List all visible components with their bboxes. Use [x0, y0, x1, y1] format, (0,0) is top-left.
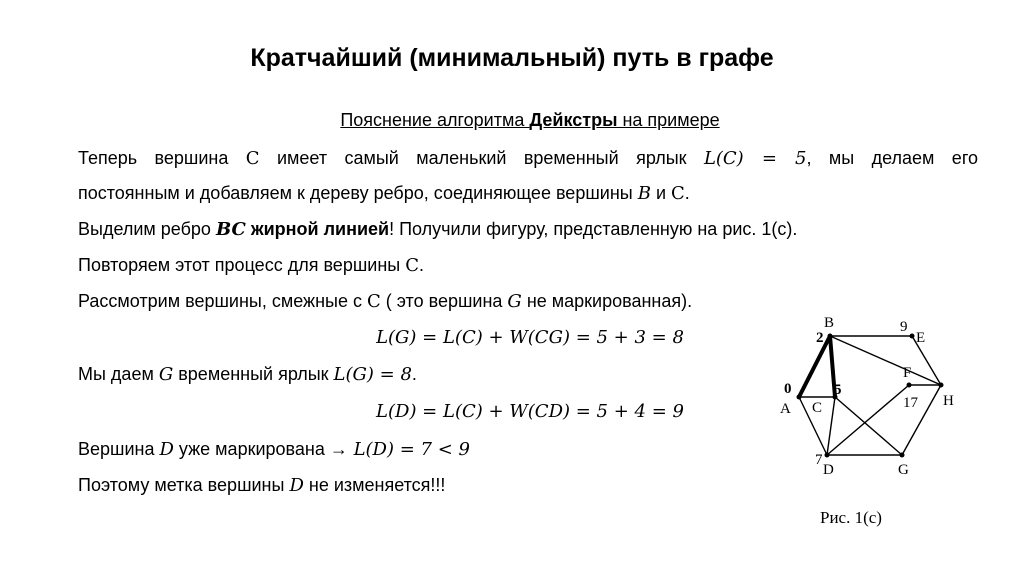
distance-label-b: 2	[816, 330, 824, 346]
vertex-d-dot	[825, 453, 830, 458]
equation-lg: L(G) = L(C) + W(CG) = 5 + 3 = 8	[376, 327, 684, 348]
vertex-a-dot	[797, 395, 802, 400]
vertex-label-a: A	[780, 401, 791, 417]
vertex-f-dot	[907, 383, 912, 388]
vertex-label-f: F	[903, 365, 912, 381]
paragraph-7	[78, 475, 445, 496]
subtitle-bold: Дейкстры	[529, 110, 618, 130]
edge-c-d	[827, 397, 835, 455]
vertex-label-h: H	[943, 393, 954, 409]
edge-a-b-bold	[799, 336, 830, 397]
text: не изменяется!!!	[303, 475, 446, 495]
bold-text: жирной линией	[245, 219, 390, 239]
distance-label-c: 5	[834, 382, 842, 398]
vertex-d: D	[289, 475, 304, 496]
vertex-d: D	[159, 439, 174, 460]
text: .	[418, 255, 424, 275]
distance-label-d: 7	[815, 452, 823, 468]
text: Теперь вершина	[78, 148, 246, 168]
text: Повторяем этот процесс для вершины	[78, 255, 406, 275]
graph-figure	[770, 315, 990, 490]
vertex-c: C	[405, 255, 419, 276]
vertex-label-g: G	[898, 462, 909, 478]
formula-lg: L(G) = 8	[333, 364, 412, 385]
paragraph-1-line-2	[78, 183, 690, 204]
formula-lc: L(C) = 5	[703, 148, 807, 169]
equation-ld: L(D) = L(C) + W(CD) = 5 + 4 = 9	[376, 401, 684, 422]
vertex-label-e: E	[916, 330, 926, 346]
text: ! Получили фигуру, представленную на рис. 1(c).	[389, 219, 798, 239]
paragraph-3	[78, 255, 424, 276]
text: Выделим ребро	[78, 219, 216, 239]
subtitle	[0, 110, 1024, 131]
text: .	[411, 364, 417, 384]
text: Мы даем	[78, 364, 159, 384]
paragraph-1-line-1	[78, 148, 978, 169]
edge-c-g	[835, 397, 902, 455]
text: имеет самый маленький временный ярлык	[259, 148, 704, 168]
vertex-label-b: B	[824, 315, 835, 331]
paragraph-5	[78, 364, 417, 385]
vertex-b: B	[637, 183, 651, 204]
vertex-c: C	[671, 183, 685, 204]
distance-label-f: 17	[903, 395, 918, 411]
vertex-label-c: C	[812, 400, 823, 416]
edge-bc: BC	[215, 219, 246, 240]
vertex-c: C	[245, 148, 260, 169]
figure-caption: Рис. 1(с)	[820, 508, 882, 527]
text: уже маркирована	[173, 439, 330, 459]
arrow-icon: →	[329, 439, 348, 459]
paragraph-4	[78, 291, 692, 312]
text: ( это вершина	[380, 291, 508, 311]
paragraph-2	[78, 219, 797, 240]
formula-ld: L(D) = 7 < 9	[347, 439, 470, 460]
vertex-g: G	[507, 291, 522, 312]
text: временный ярлык	[173, 364, 334, 384]
page-title: Кратчайший (минимальный) путь в графе	[250, 44, 774, 72]
text: Поэтому метка вершины	[78, 475, 290, 495]
text: и	[650, 183, 672, 203]
text: Вершина	[78, 439, 160, 459]
vertex-e-dot	[910, 334, 915, 339]
distance-label-e: 9	[900, 319, 908, 335]
vertex-b-dot	[828, 334, 833, 339]
subtitle-suffix: на примере	[617, 110, 720, 130]
vertex-g: G	[158, 364, 174, 385]
text: Рассмотрим вершины, смежные с	[78, 291, 367, 311]
text: , мы делаем его	[806, 148, 979, 168]
vertex-h-dot	[939, 383, 944, 388]
text: постоянным и добавляем к дереву ребро, соединяющее вершины	[78, 183, 638, 203]
subtitle-prefix: Пояснение алгоритма	[340, 110, 530, 130]
text: .	[684, 183, 690, 203]
vertex-label-d: D	[823, 462, 834, 478]
vertex-g-dot	[900, 453, 905, 458]
text: не маркированная).	[521, 291, 693, 311]
distance-label-a: 0	[784, 381, 792, 397]
vertex-c: C	[366, 291, 381, 312]
paragraph-6	[78, 439, 470, 460]
